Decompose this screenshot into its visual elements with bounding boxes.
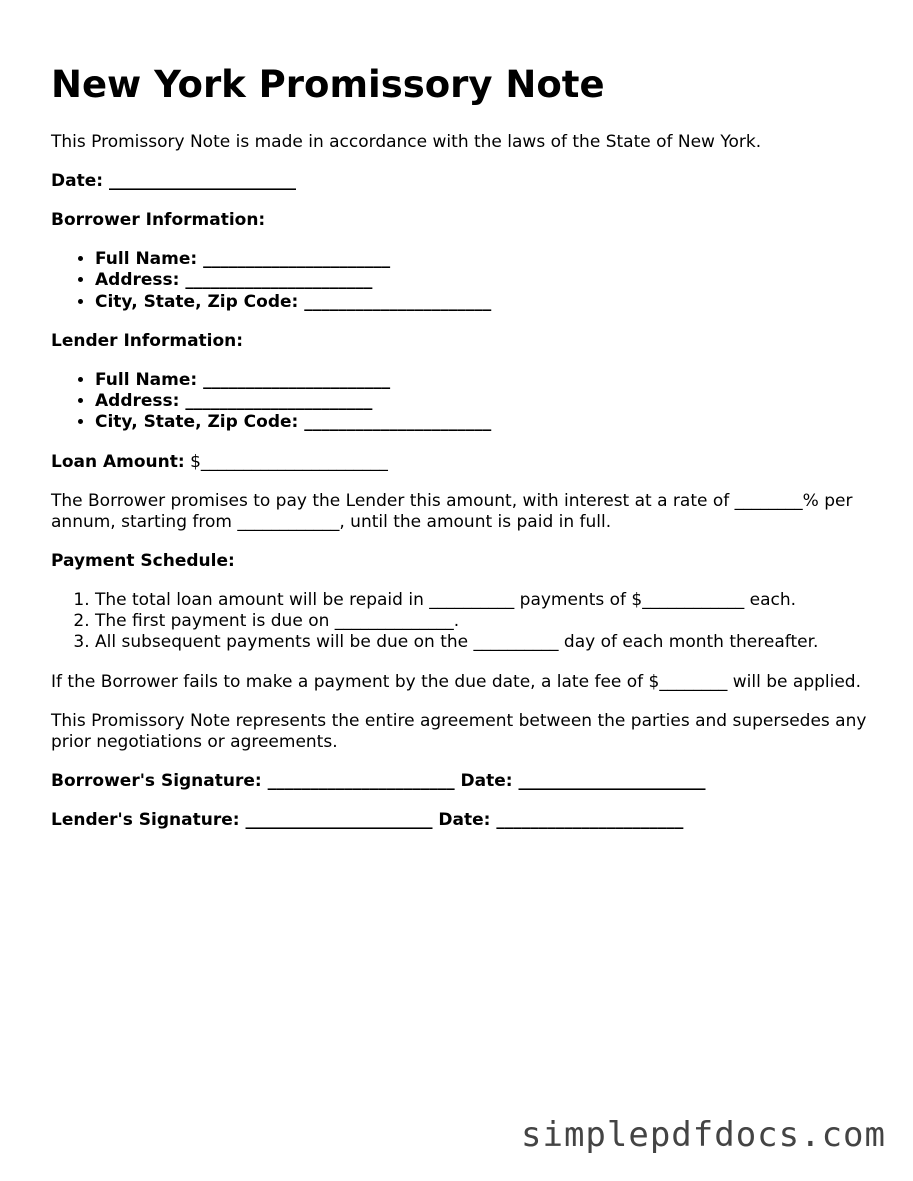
intro-text: This Promissory Note is made in accordance with the laws of the State of New York. (51, 132, 762, 152)
lender-full-name: • Full Name: ______________________ (95, 370, 881, 391)
borrower-signature-line: Borrower's Signature: ______________________ Date: ______________________ (51, 770, 706, 791)
document-page (51, 62, 881, 849)
borrower-full-name: • Full Name: ______________________ (95, 249, 881, 270)
loan-amount-label: Loan Amount: (51, 451, 185, 472)
borrower-list (51, 249, 881, 313)
lender-heading: Lender Information: (51, 330, 244, 351)
borrower-city-state-zip: • City, State, Zip Code: ______________________ (95, 292, 881, 313)
schedule-item: 1. The total loan amount will be repaid in __________ payments of $____________ each. (95, 590, 881, 611)
agreement-text: This Promissory Note represents the entire agreement between the parties and supersedes any prior negotiations or agreements. (51, 710, 867, 752)
late-fee-text: If the Borrower fails to make a payment by the due date, a late fee of $________ will be applied. (51, 671, 862, 692)
date-line: Date: ______________________ (51, 171, 296, 191)
lender-address: • Address: ______________________ (95, 391, 881, 412)
lender-list (51, 370, 881, 434)
loan-amount-value: $______________________ (190, 451, 388, 472)
interest-text: The Borrower promises to pay the Lender this amount, with interest at a rate of ________% per annum, starting from ____________, until the amount is paid in full. (51, 490, 853, 532)
payment-schedule-list (51, 590, 881, 654)
lender-city-state-zip: • City, State, Zip Code: ______________________ (95, 412, 881, 433)
lender-signature-line: Lender's Signature: ______________________ Date: ______________________ (51, 809, 684, 830)
payment-schedule-heading: Payment Schedule: (51, 550, 235, 571)
loan-amount-line (51, 452, 881, 473)
schedule-item: 3. All subsequent payments will be due on the __________ day of each month thereafter. (95, 632, 881, 653)
borrower-address: • Address: ______________________ (95, 270, 881, 291)
page-title: New York Promissory Note (51, 63, 605, 106)
borrower-heading: Borrower Information: (51, 210, 266, 230)
schedule-item: 2. The first payment is due on ______________. (95, 611, 881, 632)
brand-watermark: simplepdfdocs.com (521, 1115, 886, 1155)
